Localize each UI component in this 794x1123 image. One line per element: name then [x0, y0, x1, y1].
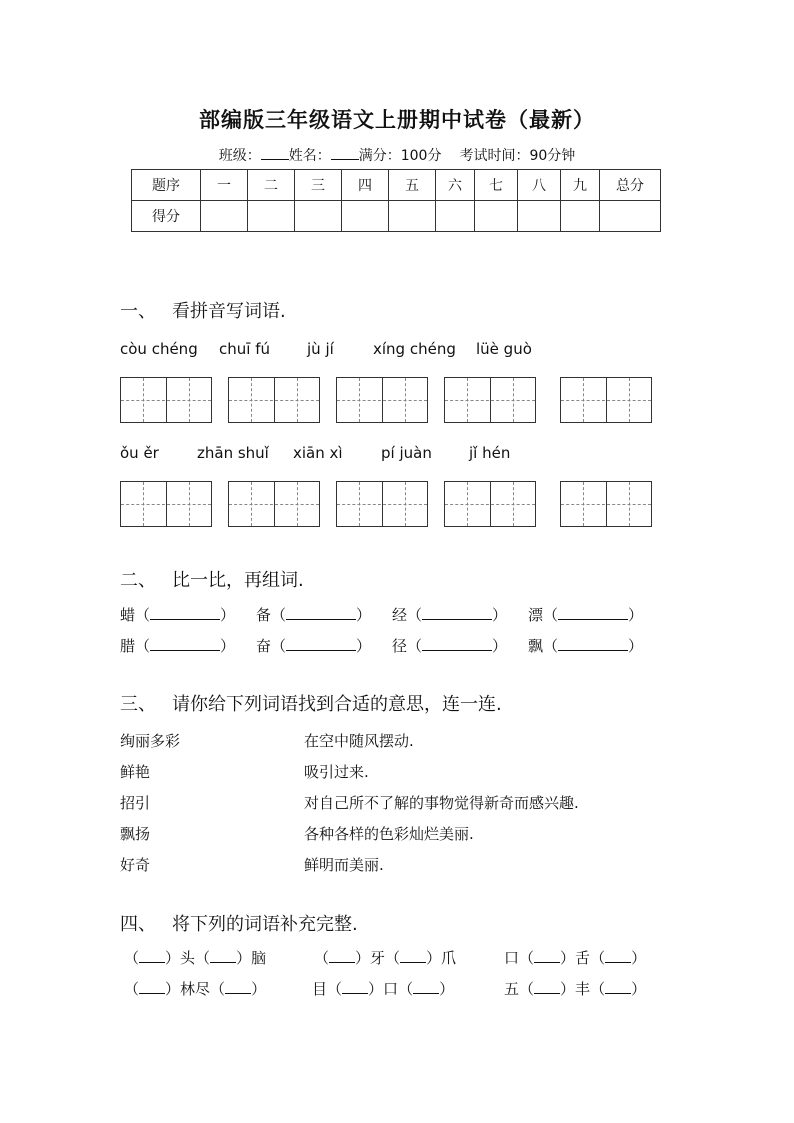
header-cell: 四 [342, 170, 389, 201]
match-meaning[interactable]: 鲜明而美丽. [304, 856, 384, 874]
score-cell[interactable] [518, 201, 561, 232]
answer-blank[interactable] [150, 607, 220, 620]
writing-grid[interactable] [120, 481, 212, 527]
pinyin-label: jù jí [307, 340, 334, 358]
match-meaning[interactable]: 在空中随风摆动. [304, 732, 414, 750]
pinyin-label: ǒu ěr [120, 444, 159, 462]
match-word[interactable]: 好奇 [120, 856, 151, 874]
match-word[interactable]: 飘扬 [120, 825, 151, 843]
section-3-heading [120, 690, 502, 716]
fill-item: 目（ ）口（ ） [312, 980, 455, 998]
match-meaning[interactable]: 吸引过来. [304, 763, 369, 781]
answer-blank[interactable] [286, 638, 356, 651]
compare-item: 径（ ） [392, 637, 508, 655]
exam-time: 考试时间：90分钟 [459, 148, 576, 164]
match-word[interactable]: 招引 [120, 794, 151, 812]
pinyin-label: lüè guò [476, 340, 532, 358]
match-meaning[interactable]: 各种各样的色彩灿烂美丽. [304, 825, 474, 843]
compare-item: 奋（ ） [256, 637, 372, 655]
pinyin-label: pí juàn [381, 444, 432, 462]
writing-grid[interactable] [228, 481, 320, 527]
name-blank[interactable] [331, 147, 359, 160]
header-cell: 八 [518, 170, 561, 201]
pinyin-label: còu chéng [120, 340, 198, 358]
answer-blank[interactable] [534, 950, 560, 963]
name-label: 姓名： [288, 148, 331, 164]
answer-blank[interactable] [422, 607, 492, 620]
compare-item: 蜡（ ） [120, 606, 236, 624]
answer-blank[interactable] [342, 981, 368, 994]
pinyin-label: xíng chéng [373, 340, 456, 358]
full-score: 满分：100分 [358, 148, 442, 164]
section-2-heading [120, 566, 304, 592]
pinyin-label: jǐ hén [469, 444, 511, 462]
section-number: 三、 [120, 694, 156, 715]
writing-grid[interactable] [444, 481, 536, 527]
writing-grid[interactable] [560, 481, 652, 527]
compare-item: 备（ ） [256, 606, 372, 624]
answer-blank[interactable] [558, 607, 628, 620]
writing-grid[interactable] [560, 377, 652, 423]
pinyin-label: chuī fú [219, 340, 270, 358]
match-word[interactable]: 鲜艳 [120, 763, 151, 781]
answer-blank[interactable] [329, 950, 355, 963]
section-4-heading [120, 910, 358, 936]
answer-blank[interactable] [558, 638, 628, 651]
writing-grid[interactable] [228, 377, 320, 423]
section-number: 二、 [120, 570, 156, 591]
score-cell[interactable] [248, 201, 295, 232]
pinyin-label: xiān xì [293, 444, 343, 462]
score-header-row [132, 170, 661, 201]
answer-blank[interactable] [139, 950, 165, 963]
header-cell: 七 [475, 170, 518, 201]
section-number: 四、 [120, 914, 156, 935]
answer-blank[interactable] [150, 638, 220, 651]
answer-blank[interactable] [605, 950, 631, 963]
compare-item: 漂（ ） [528, 606, 644, 624]
compare-item: 腊（ ） [120, 637, 236, 655]
header-cell: 九 [561, 170, 600, 201]
row-label: 得分 [132, 201, 201, 232]
header-cell: 题序 [132, 170, 201, 201]
fill-item: 口（ ）舌（ ） [504, 949, 647, 967]
score-cell[interactable] [295, 201, 342, 232]
page-title: 部编版三年级语文上册期中试卷（最新） [199, 107, 595, 132]
section-1-heading [120, 297, 286, 323]
answer-blank[interactable] [225, 981, 251, 994]
header-cell: 三 [295, 170, 342, 201]
score-cell[interactable] [600, 201, 661, 232]
header-cell: 总分 [600, 170, 661, 201]
fill-item: （ ）头（ ）脑 [124, 949, 267, 967]
fill-item: 五（ ）丰（ ） [504, 980, 647, 998]
class-label: 班级： [218, 148, 261, 164]
fill-item: （ ）林尽（ ） [124, 980, 267, 998]
score-row [132, 201, 661, 232]
writing-grid[interactable] [336, 481, 428, 527]
answer-blank[interactable] [286, 607, 356, 620]
header-cell: 二 [248, 170, 295, 201]
score-cell[interactable] [342, 201, 389, 232]
score-cell[interactable] [436, 201, 475, 232]
exam-info [0, 145, 794, 165]
header-cell: 五 [389, 170, 436, 201]
compare-item: 飘（ ） [528, 637, 644, 655]
score-table [131, 169, 661, 232]
answer-blank[interactable] [210, 950, 236, 963]
fill-item: （ ）牙（ ）爪 [314, 949, 457, 967]
writing-grid[interactable] [120, 377, 212, 423]
class-blank[interactable] [261, 147, 289, 160]
score-cell[interactable] [561, 201, 600, 232]
score-cell[interactable] [201, 201, 248, 232]
header-cell: 六 [436, 170, 475, 201]
answer-blank[interactable] [139, 981, 165, 994]
answer-blank[interactable] [422, 638, 492, 651]
writing-grid[interactable] [336, 377, 428, 423]
section-title: 看拼音写词语. [172, 301, 286, 322]
answer-blank[interactable] [534, 981, 560, 994]
compare-item: 经（ ） [392, 606, 508, 624]
answer-blank[interactable] [400, 950, 426, 963]
score-cell[interactable] [475, 201, 518, 232]
writing-grid[interactable] [444, 377, 536, 423]
match-word[interactable]: 绚丽多彩 [120, 732, 181, 750]
section-title: 比一比，再组词. [172, 570, 304, 591]
answer-blank[interactable] [605, 981, 631, 994]
answer-blank[interactable] [413, 981, 439, 994]
pinyin-label: zhān shuǐ [197, 444, 269, 462]
section-title: 将下列的词语补充完整. [172, 914, 358, 935]
header-cell: 一 [201, 170, 248, 201]
score-cell[interactable] [389, 201, 436, 232]
match-meaning[interactable]: 对自己所不了解的事物觉得新奇而感兴趣. [304, 794, 579, 812]
section-title: 请你给下列词语找到合适的意思，连一连. [172, 694, 502, 715]
section-number: 一、 [120, 301, 156, 322]
